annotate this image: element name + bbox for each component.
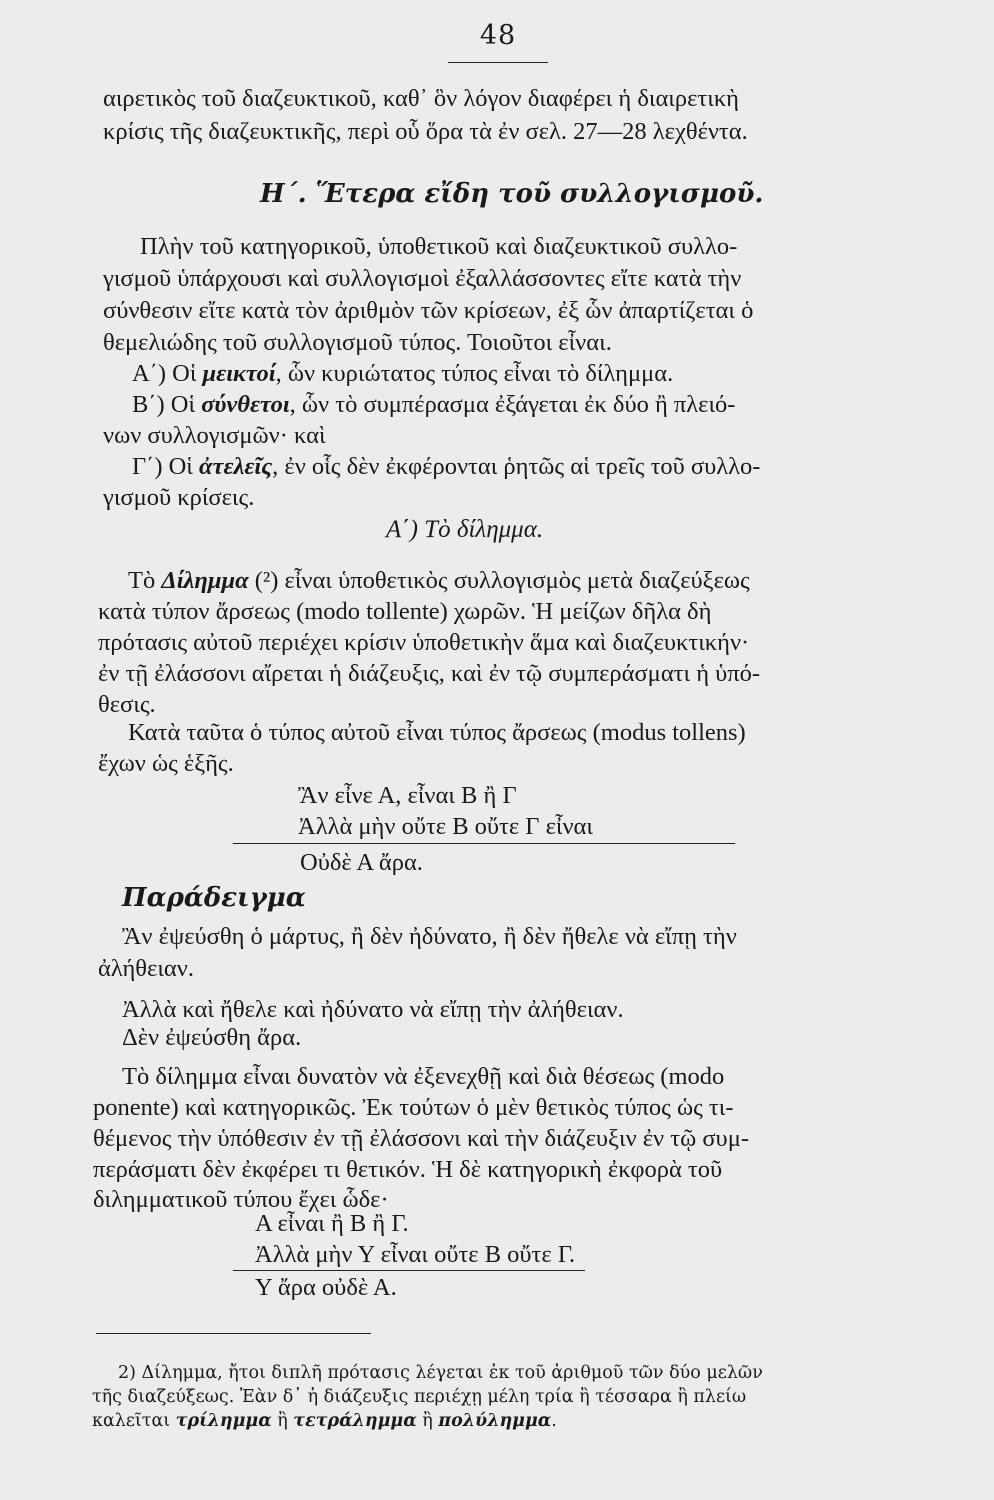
- premise-line: Α εἶναι ἢ Β ἢ Γ.: [255, 1210, 409, 1237]
- list-item-b: [132, 390, 735, 420]
- text-line: θεσις.: [98, 691, 156, 718]
- list-item-c: [132, 452, 760, 482]
- text-line: ἐν τῇ ἐλάσσονι αἴρεται ἡ διάζευξις, καὶ ἐν τῷ συμπεράσματι ἡ ὑπό-: [98, 660, 761, 687]
- text-line: γισμοῦ κρίσεις.: [103, 484, 255, 511]
- text-run: καλεῖται: [92, 1411, 176, 1431]
- conclusion-line: Υ ἄρα οὐδὲ Α.: [255, 1274, 397, 1301]
- text-line: νων συλλογισμῶν· καὶ: [103, 422, 326, 449]
- text-line: Πλὴν τοῦ κατηγορικοῦ, ὑποθετικοῦ καὶ διαζευκτικοῦ συλλο-: [140, 233, 738, 260]
- list-text: , ὧν κυριώτατος τύπος εἶναι τὸ δίλημμα.: [275, 360, 674, 387]
- list-text: , ἐν οἷς δὲν ἐκφέρονται ῥητῶς αἱ τρεῖς τοῦ συλλο-: [272, 453, 761, 480]
- premise-line: Ἀλλὰ μὴν Υ εἶναι οὔτε Β οὔτε Γ.: [255, 1241, 576, 1268]
- text-run: Τὸ: [128, 567, 162, 594]
- emphasized-term: τετράλημμα: [293, 1411, 417, 1431]
- text-line: ἔχων ὡς ἑξῆς.: [98, 750, 234, 777]
- conclusion-line: Οὐδὲ Α ἄρα.: [300, 849, 423, 876]
- emphasized-term: σύνθετοι: [201, 391, 290, 418]
- footnote-line: [92, 1410, 557, 1432]
- text-line: σύνθεσιν εἴτε κατὰ τὸν ἀριθμὸν τῶν κρίσεων, ἐξ ὧν ἀπαρτίζεται ὁ: [103, 297, 754, 324]
- text-run: ἢ: [271, 1411, 294, 1431]
- text-line: θέμενος τὴν ὑπόθεσιν ἐν τῇ ἐλάσσονι καὶ τὴν διάζευξιν ἐν τῷ συμ-: [93, 1125, 749, 1152]
- text-run: ἢ: [416, 1411, 439, 1431]
- footnote-line: τῆς διαζεύξεως. Ἐὰν δ᾽ ἡ διάζευξις περιέχῃ μέλη τρία ἢ τέσσαρα ἢ πλείω: [92, 1387, 747, 1407]
- page-number-rule: [448, 62, 548, 63]
- text-line: αιρετικὸς τοῦ διαζευκτικοῦ, καθ᾽ ὃν λόγον διαφέρει ἡ διαιρετικὴ: [103, 85, 739, 112]
- emphasized-term: Δίλημμα: [161, 567, 249, 594]
- text-line: γισμοῦ ὑπάρχουσι καὶ συλλογισμοὶ ἐξαλλάσσοντες εἴτε κατὰ τὴν: [103, 265, 742, 292]
- list-prefix: Β΄) Οἱ: [132, 391, 202, 418]
- text-line: κατὰ τύπον ἄρσεως (modo tollente) χωρῶν. Ἡ μείζων δῆλα δὴ: [98, 598, 712, 625]
- text-line: περάσματι δὲν ἐκφέρει τι θετικόν. Ἡ δὲ κατηγορικὴ ἐκφορὰ τοῦ: [93, 1156, 723, 1183]
- section-heading: Η΄. Ἕτερα εἴδη τοῦ συλλογισμοῦ.: [260, 179, 764, 209]
- example-heading: Παράδειγμα: [122, 883, 306, 913]
- footnote-line: 2) Δίλημμα, ἤτοι διπλῆ πρότασις λέγεται ἐκ τοῦ ἀριθμοῦ τῶν δύο μελῶν: [118, 1363, 763, 1383]
- subsection-heading: Α΄) Τὸ δίλημμα.: [386, 516, 544, 543]
- text-line: Ἀλλὰ καὶ ἤθελε καὶ ἠδύνατο νὰ εἴπῃ τὴν ἀλήθειαν.: [122, 996, 624, 1023]
- inference-rule: [233, 843, 735, 844]
- list-prefix: Γ΄) Οἱ: [132, 453, 200, 480]
- page-number: 48: [479, 20, 517, 51]
- text-line: ἀλήθειαν.: [98, 955, 194, 982]
- emphasized-term: μεικτοί: [202, 360, 276, 387]
- text-run: .: [551, 1411, 557, 1431]
- text-run: (²) εἶναι ὑποθετικὸς συλλογισμὸς μετὰ διαζεύξεως: [248, 567, 750, 594]
- list-text: , ὧν τὸ συμπέρασμα ἐξάγεται ἐκ δύο ἢ πλειό-: [289, 391, 736, 418]
- emphasized-term: πολύλημμα: [438, 1411, 552, 1431]
- text-line: κρίσις τῆς διαζευκτικῆς, περὶ οὗ ὅρα τὰ ἐν σελ. 27—28 λεχθέντα.: [103, 118, 748, 145]
- text-line: Ἂν ἐψεύσθη ὁ μάρτυς, ἢ δὲν ἠδύνατο, ἢ δὲν ἤθελε νὰ εἴπῃ τὴν: [122, 923, 737, 950]
- footnote-separator: [96, 1333, 371, 1334]
- emphasized-term: ἀτελεῖς: [199, 453, 273, 480]
- text-line: ponente) καὶ κατηγορικῶς. Ἐκ τούτων ὁ μὲν θετικὸς τύπος ὡς τι-: [93, 1094, 734, 1121]
- text-line: Δὲν ἐψεύσθη ἄρα.: [122, 1024, 302, 1051]
- list-prefix: Α΄) Οἱ: [132, 360, 203, 387]
- inference-rule: [233, 1270, 585, 1271]
- text-line: [128, 566, 750, 596]
- text-line: Τὸ δίλημμα εἶναι δυνατὸν νὰ ἐξενεχθῇ καὶ διὰ θέσεως (modo: [122, 1063, 725, 1090]
- text-line: θεμελιώδης τοῦ συλλογισμοῦ τύπος. Τοιοῦτοι εἶναι.: [103, 329, 612, 356]
- premise-line: Ἀλλὰ μὴν οὔτε Β οὔτε Γ εἶναι: [298, 813, 593, 840]
- text-line: Κατὰ ταῦτα ὁ τύπος αὐτοῦ εἶναι τύπος ἄρσεως (modus tollens): [128, 719, 746, 746]
- premise-line: Ἂν εἶνε Α, εἶναι Β ἢ Γ: [298, 782, 517, 809]
- emphasized-term: τρίλημμα: [175, 1411, 272, 1431]
- list-item-a: [132, 359, 673, 389]
- text-line: διλημματικοῦ τύπου ἔχει ὧδε·: [93, 1186, 389, 1213]
- text-line: πρότασις αὐτοῦ περιέχει κρίσιν ὑποθετικὴν ἅμα καὶ διαζευκτικήν·: [98, 629, 750, 656]
